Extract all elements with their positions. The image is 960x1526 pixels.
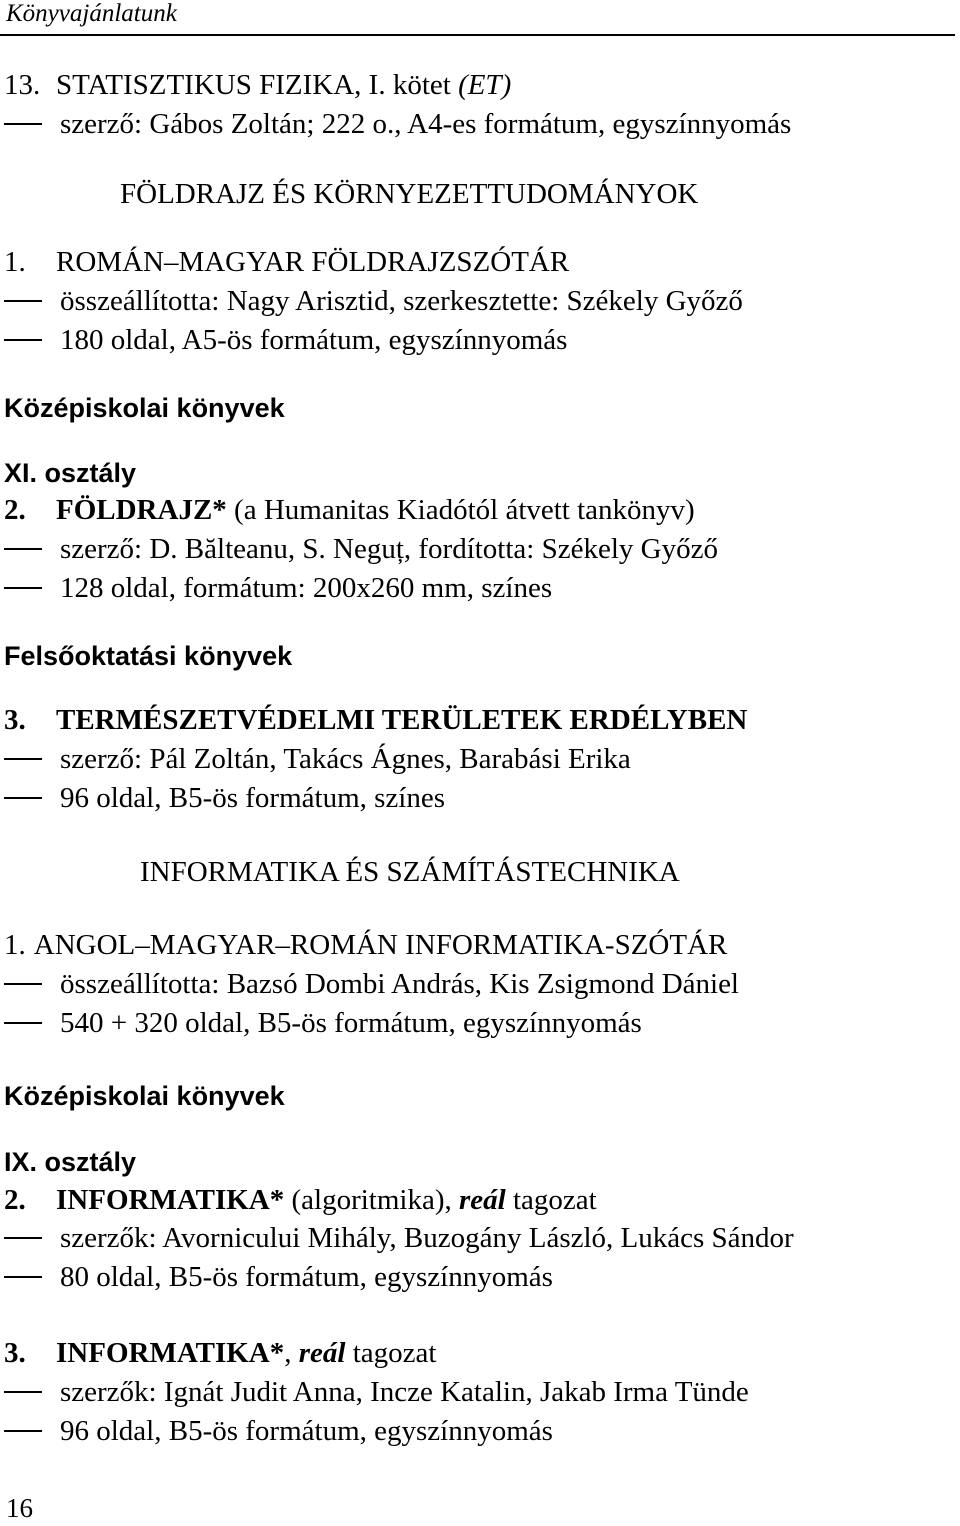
book-detail-line xyxy=(0,1006,642,1040)
subsection-heading: Felsőoktatási könyvek xyxy=(4,641,293,671)
book-title-suffix: (algoritmika), xyxy=(284,1184,459,1216)
book-title-suffix: tagozat xyxy=(345,1337,437,1369)
book-detail: szerző: D. Bălteanu, S. Neguț, fordította: Székely Győző xyxy=(60,533,718,565)
book-detail: szerzők: Avornicului Mihály, Buzogány László, Lukács Sándor xyxy=(60,1222,794,1254)
book-title-line xyxy=(0,1336,436,1370)
dash-bullet xyxy=(4,797,42,799)
book-title-suffix: , xyxy=(284,1337,299,1369)
book-detail-line xyxy=(0,107,791,141)
book-detail-line xyxy=(0,571,552,605)
dash-bullet xyxy=(4,1430,42,1432)
book-title: ROMÁN–MAGYAR FÖLDRAJZSZÓTÁR xyxy=(56,246,570,278)
book-detail-line xyxy=(0,1221,794,1255)
track-emphasis: reál xyxy=(298,1337,346,1369)
dash-bullet xyxy=(4,1276,42,1278)
header-title: Könyvajánlatunk xyxy=(6,0,177,27)
item-number: 2. xyxy=(4,1184,26,1216)
book-title-line xyxy=(0,68,511,102)
item-number: 1. xyxy=(4,929,26,961)
book-detail-line xyxy=(0,967,739,1001)
dash-bullet xyxy=(4,587,42,589)
book-detail-line xyxy=(0,1375,749,1409)
book-title: INFORMATIKA* xyxy=(56,1337,285,1369)
book-detail: 540 + 320 oldal, B5-ös formátum, egyszínnyomás xyxy=(60,1007,642,1039)
header-rule xyxy=(0,34,955,36)
book-title: STATISZTIKUS FIZIKA xyxy=(56,69,355,101)
dash-bullet xyxy=(4,339,42,341)
book-title: FÖLDRAJZ* xyxy=(56,494,227,526)
subsection-heading: Középiskolai könyvek xyxy=(4,1081,285,1111)
item-number: 3. xyxy=(4,1337,26,1369)
book-detail-line xyxy=(0,1260,553,1294)
book-detail: összeállította: Nagy Arisztid, szerkesztette: Székely Győző xyxy=(60,285,743,317)
dash-bullet xyxy=(4,300,42,302)
dash-bullet xyxy=(4,758,42,760)
dash-bullet xyxy=(4,1022,42,1024)
book-detail: összeállította: Bazsó Dombi András, Kis Zsigmond Dániel xyxy=(60,968,739,1000)
grade-heading: XI. osztály xyxy=(4,458,137,488)
dash-bullet xyxy=(4,548,42,550)
page-number: 16 xyxy=(6,1493,33,1523)
track-emphasis: reál xyxy=(459,1184,506,1216)
dash-bullet xyxy=(4,1391,42,1393)
book-detail: szerzők: Ignát Judit Anna, Incze Katalin, Jakab Irma Tünde xyxy=(60,1376,749,1408)
book-detail: 180 oldal, A5-ös formátum, egyszínnyomás xyxy=(60,324,568,356)
section-title-info: INFORMATIKA ÉS SZÁMÍTÁSTECHNIKA xyxy=(140,856,680,888)
dash-bullet xyxy=(4,123,42,125)
grade-heading: IX. osztály xyxy=(4,1147,137,1177)
book-title-suffix: (a Humanitas Kiadótól átvett tankönyv) xyxy=(226,494,695,526)
book-detail-line xyxy=(0,1414,553,1448)
section-title-geo: FÖLDRAJZ ÉS KÖRNYEZETTUDOMÁNYOK xyxy=(120,178,699,210)
item-number: 3. xyxy=(4,704,26,736)
book-title-suffix: , I. kötet xyxy=(354,69,459,101)
book-detail: szerző: Pál Zoltán, Takács Ágnes, Barabási Erika xyxy=(60,743,631,775)
book-detail: 96 oldal, B5-ös formátum, egyszínnyomás xyxy=(60,1415,553,1447)
book-detail-line xyxy=(0,781,445,815)
book-title-line xyxy=(0,703,747,737)
book-detail-line xyxy=(0,323,567,357)
dash-bullet xyxy=(4,983,42,985)
book-title-line xyxy=(0,245,569,279)
book-title-note: (ET) xyxy=(458,69,512,101)
book-title-line xyxy=(0,928,727,962)
book-detail: 96 oldal, B5-ös formátum, színes xyxy=(60,782,446,814)
book-title: TERMÉSZETVÉDELMI TERÜLETEK ERDÉLYBEN xyxy=(56,704,748,736)
book-title: INFORMATIKA* xyxy=(56,1184,285,1216)
item-number: 1. xyxy=(4,246,26,278)
subsection-heading: Középiskolai könyvek xyxy=(4,393,285,423)
dash-bullet xyxy=(4,1237,42,1239)
book-detail-line xyxy=(0,742,631,776)
book-detail: 80 oldal, B5-ös formátum, egyszínnyomás xyxy=(60,1261,553,1293)
book-detail-line xyxy=(0,284,743,318)
book-title: ANGOL–MAGYAR–ROMÁN INFORMATIKA-SZÓTÁR xyxy=(33,929,728,961)
book-title-suffix: tagozat xyxy=(505,1184,597,1216)
book-title-line xyxy=(0,493,695,527)
item-number: 13. xyxy=(4,69,41,101)
book-detail-line xyxy=(0,532,718,566)
book-detail: szerző: Gábos Zoltán; 222 o., A4-es formátum, egyszínnyomás xyxy=(60,108,792,140)
book-title-line xyxy=(0,1183,597,1217)
book-detail: 128 oldal, formátum: 200x260 mm, színes xyxy=(60,572,553,604)
item-number: 2. xyxy=(4,494,26,526)
page-header xyxy=(0,0,960,38)
